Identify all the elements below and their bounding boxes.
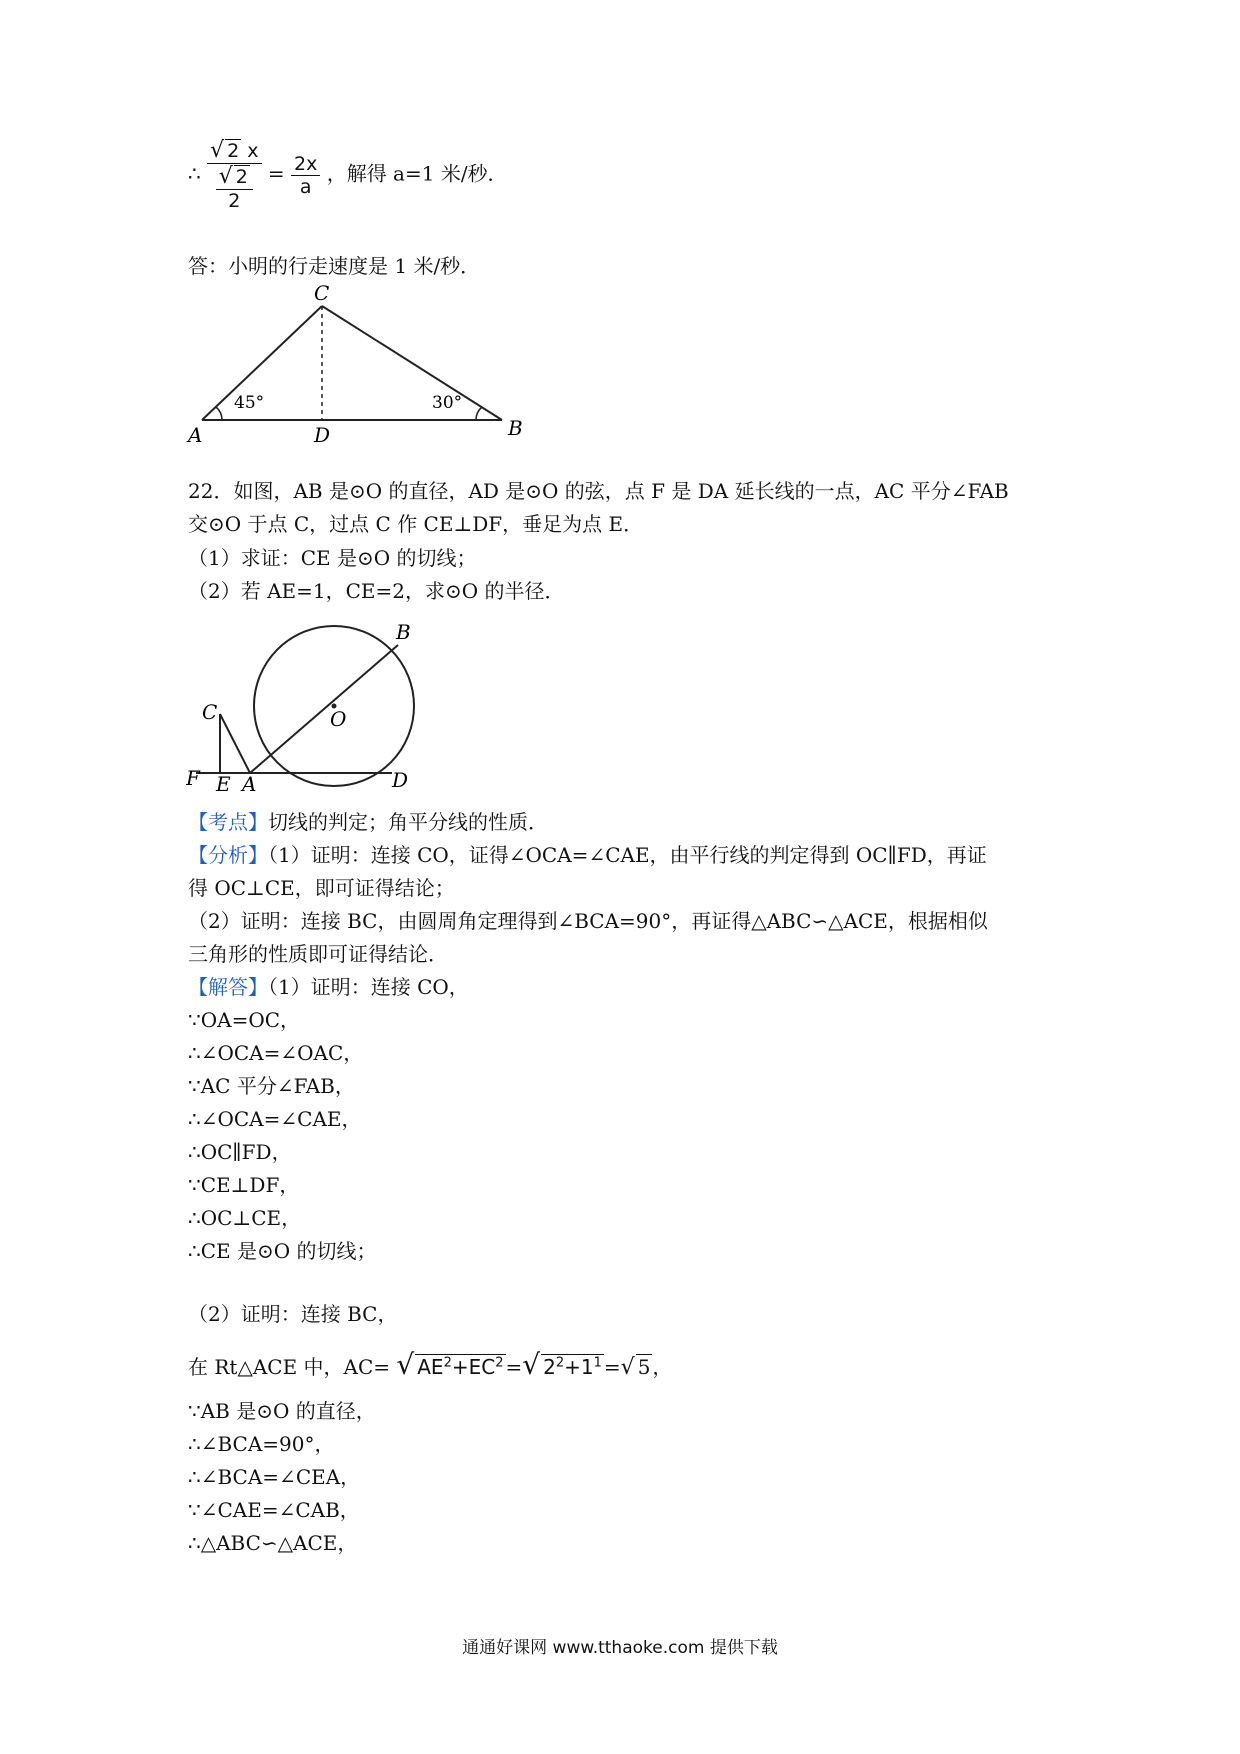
proof-step: ∴∠BCA=90°， — [188, 1432, 335, 1456]
proof-step: ∴∠OCA=∠CAE， — [188, 1107, 362, 1131]
proof-step: ∴OC∥FD， — [188, 1140, 292, 1164]
answer-line: 答：小明的行走速度是 1 米/秒． — [188, 254, 481, 278]
page-footer: 通通好课网 www.tthaoke.com 提供下载 — [462, 1638, 778, 1658]
fenxi-line-1: 【分析】（1）证明：连接 CO，证得∠OCA=∠CAE，由平行线的判定得到 OC∥FD，再证 — [188, 843, 987, 867]
problem-22-question-1: （1）求证：CE 是⊙O 的切线； — [188, 546, 477, 570]
fraction-left: $\frac{√ 2 x}{\frac{√ 2}{2}}$ — [207, 138, 261, 212]
label-d: D — [392, 768, 409, 792]
angle-b-label: 30° — [432, 393, 463, 413]
ac-formula-line: 在 Rt△ACE 中，AC= √ $AE^2+EC^2$ =√ $2^2+1^1$ =√ 5 ， — [188, 1348, 673, 1381]
solution-equation-line: ∴ $\frac{√ 2 x}{\frac{√ 2}{2}}$ = $\frac{2x}{a}$ ，解得 a=1 米/秒． — [188, 138, 508, 212]
label-a: A — [242, 772, 257, 795]
problem-22-line-1: 22．如图，AB 是⊙O 的直径，AD 是⊙O 的弦，点 F 是 DA 延长线的一点，AC 平分∠FAB — [188, 479, 1009, 503]
proof-step: ∵∠CAE=∠CAB， — [188, 1498, 360, 1522]
proof-step: ∴∠OCA=∠OAC， — [188, 1041, 364, 1065]
proof-step: ∵AC 平分∠FAB， — [188, 1074, 355, 1098]
circle-figure — [186, 615, 426, 795]
fenxi-tag: 【分析】 — [188, 843, 268, 867]
proof-step: ∵CE⊥DF， — [188, 1173, 300, 1197]
proof-step: ∴OC⊥CE， — [188, 1206, 302, 1230]
fenxi-line-3: （2）证明：连接 BC，由圆周角定理得到∠BCA=90°，再证得△ABC∽△ACE，根据相似 — [188, 909, 988, 933]
kaodian-tag: 【考点】 — [188, 810, 268, 834]
jieda-line: 【解答】（1）证明：连接 CO， — [188, 975, 469, 999]
fraction-right: $\frac{2x}{a}$ — [291, 153, 320, 198]
proof-step: ∵AB 是⊙O 的直径， — [188, 1399, 376, 1423]
problem-22-question-2: （2）若 AE=1，CE=2，求⊙O 的半径． — [188, 579, 565, 603]
label-d: D — [314, 423, 331, 447]
kaodian-line: 【考点】切线的判定；角平分线的性质． — [188, 810, 548, 834]
angle-a-label: 45° — [234, 393, 265, 413]
proof-step: ∴CE 是⊙O 的切线； — [188, 1239, 377, 1263]
fenxi-line-4: 三角形的性质即可证得结论． — [188, 942, 448, 966]
label-f: F — [186, 766, 200, 790]
label-b: B — [396, 620, 411, 644]
label-c: C — [314, 281, 330, 305]
therefore-symbol: ∴ — [188, 161, 201, 186]
label-b: B — [508, 416, 523, 440]
triangle-figure — [186, 280, 526, 450]
jieda-tag: 【解答】 — [188, 975, 268, 999]
label-c: C — [202, 700, 218, 724]
proof-step: ∵OA=OC， — [188, 1008, 301, 1032]
label-a: A — [188, 423, 203, 447]
proof-step: ∴△ABC∽△ACE， — [188, 1531, 358, 1555]
problem-22-line-2: 交⊙O 于点 C，过点 C 作 CE⊥DF，垂足为点 E． — [188, 512, 644, 536]
proof-step: ∴∠BCA=∠CEA， — [188, 1465, 361, 1489]
label-o: O — [330, 707, 347, 731]
part-2-line: （2）证明：连接 BC， — [188, 1302, 398, 1326]
fenxi-line-2: 得 OC⊥CE，即可证得结论； — [188, 876, 455, 900]
label-e: E — [216, 772, 231, 795]
